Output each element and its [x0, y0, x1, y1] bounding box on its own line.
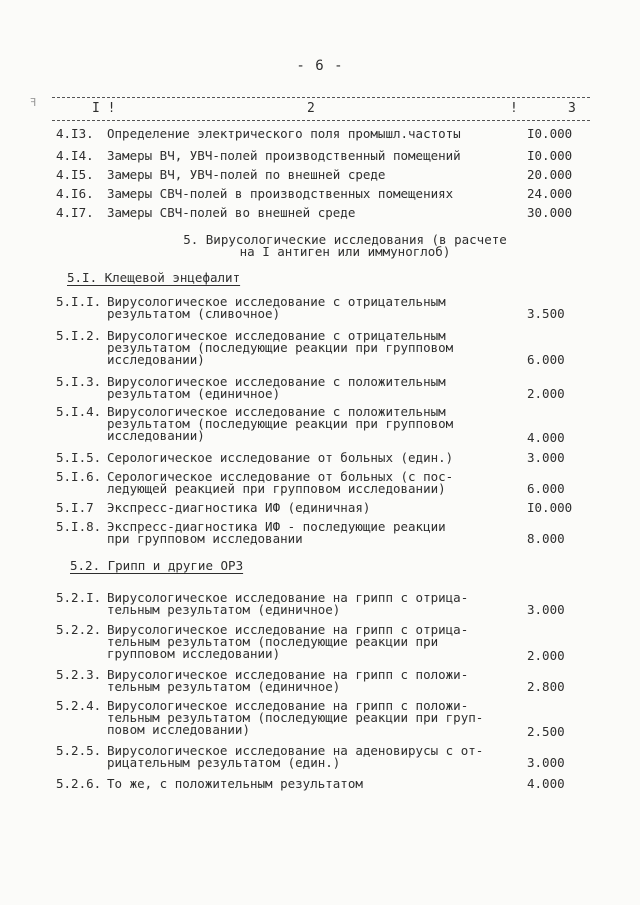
row-number: 5.I.6.: [56, 469, 102, 484]
row-value: 8.000: [527, 531, 565, 546]
section-5-title: 5. Вирусологические исследования (в расчете на I антиген или иммуноглоб): [183, 232, 507, 259]
header-col-2: 2: [307, 101, 315, 116]
row-text: Вирусологическое исследование на аденовирусы с от- рицательным результатом (един.): [107, 743, 484, 770]
row-number: 5.2.6.: [56, 776, 102, 791]
row-text: Вирусологическое исследование на грипп с положи- тельным результатом (последующие реакции при груп- повом исследовании): [107, 698, 484, 737]
header-col-1: I !: [92, 101, 116, 116]
row-text: Определение электрического поля промышл.частоты: [107, 126, 461, 141]
row-number: 5.I.7: [56, 500, 94, 515]
row-value: I0.000: [527, 126, 573, 141]
row-value: 2.500: [527, 724, 565, 739]
row-text: Вирусологическое исследование на грипп с отрица- тельным результатом (последующие реакции при групповом исследовании): [107, 622, 469, 661]
row-number: 4.I7.: [56, 205, 94, 220]
row-number: 4.I6.: [56, 186, 94, 201]
row-value: 3.000: [527, 450, 565, 465]
page-number: - 6 -: [296, 58, 344, 74]
row-text: Серологическое исследование от больных (един.): [107, 450, 454, 465]
margin-mark: ꟻ: [30, 96, 37, 109]
row-value: 3.500: [527, 306, 565, 321]
row-text: Серологическое исследование от больных (с пос- ледующей реакцией при групповом исследовании): [107, 469, 454, 496]
table-header-rule: [52, 120, 590, 121]
row-value: I0.000: [527, 148, 573, 163]
header-separator: !: [510, 101, 518, 116]
row-value: 4.000: [527, 430, 565, 445]
row-text: Замеры ВЧ, УВЧ-полей производственный помещений: [107, 148, 461, 163]
header-col-3: 3: [568, 101, 576, 116]
row-number: 5.I.I.: [56, 294, 102, 309]
row-number: 5.2.5.: [56, 743, 102, 758]
row-text: Вирусологическое исследование с положительным результатом (единичное): [107, 374, 446, 401]
row-text: Вирусологическое исследование с отрицательным результатом (последующие реакции при групповом исследовании): [107, 328, 454, 367]
row-value: 4.000: [527, 776, 565, 791]
row-text: Замеры СВЧ-полей в производственных помещениях: [107, 186, 454, 201]
row-text: То же, с положительным результатом: [107, 776, 363, 791]
table-header: [52, 101, 590, 119]
row-text: Вирусологическое исследование на грипп с положи- тельным результатом (единичное): [107, 667, 469, 694]
table-top-rule: [52, 97, 590, 98]
row-text: Экспресс-диагностика ИФ - последующие реакции при групповом исследовании: [107, 519, 446, 546]
row-number: 4.I4.: [56, 148, 94, 163]
row-number: 5.2.I.: [56, 590, 102, 605]
row-number: 5.I.8.: [56, 519, 102, 534]
subsection-5-2-title: 5.2. Грипп и другие ОРЗ: [70, 558, 244, 573]
row-text: Вирусологическое исследование с отрицательным результатом (сливочное): [107, 294, 446, 321]
row-value: 30.000: [527, 205, 573, 220]
row-number: 4.I5.: [56, 167, 94, 182]
row-value: 2.000: [527, 648, 565, 663]
row-text: Замеры ВЧ, УВЧ-полей по внешней среде: [107, 167, 386, 182]
row-number: 4.I3.: [56, 126, 94, 141]
row-value: 24.000: [527, 186, 573, 201]
row-number: 5.I.3.: [56, 374, 102, 389]
row-number: 5.2.4.: [56, 698, 102, 713]
row-text: Замеры СВЧ-полей во внешней среде: [107, 205, 356, 220]
subsection-5-1-title: 5.I. Клещевой энцефалит: [67, 270, 241, 285]
row-text: Вирусологическое исследование с положительным результатом (последующие реакции при групповом исследовании): [107, 404, 454, 443]
row-value: 3.000: [527, 755, 565, 770]
row-number: 5.2.2.: [56, 622, 102, 637]
row-text: Экспресс-диагностика ИФ (единичная): [107, 500, 371, 515]
row-number: 5.2.3.: [56, 667, 102, 682]
row-text: Вирусологическое исследование на грипп с отрица- тельным результатом (единичное): [107, 590, 469, 617]
row-number: 5.I.2.: [56, 328, 102, 343]
row-value: I0.000: [527, 500, 573, 515]
row-value: 2.800: [527, 679, 565, 694]
row-value: 20.000: [527, 167, 573, 182]
row-value: 3.000: [527, 602, 565, 617]
row-number: 5.I.4.: [56, 404, 102, 419]
row-value: 6.000: [527, 481, 565, 496]
row-number: 5.I.5.: [56, 450, 102, 465]
row-value: 6.000: [527, 352, 565, 367]
row-value: 2.000: [527, 386, 565, 401]
